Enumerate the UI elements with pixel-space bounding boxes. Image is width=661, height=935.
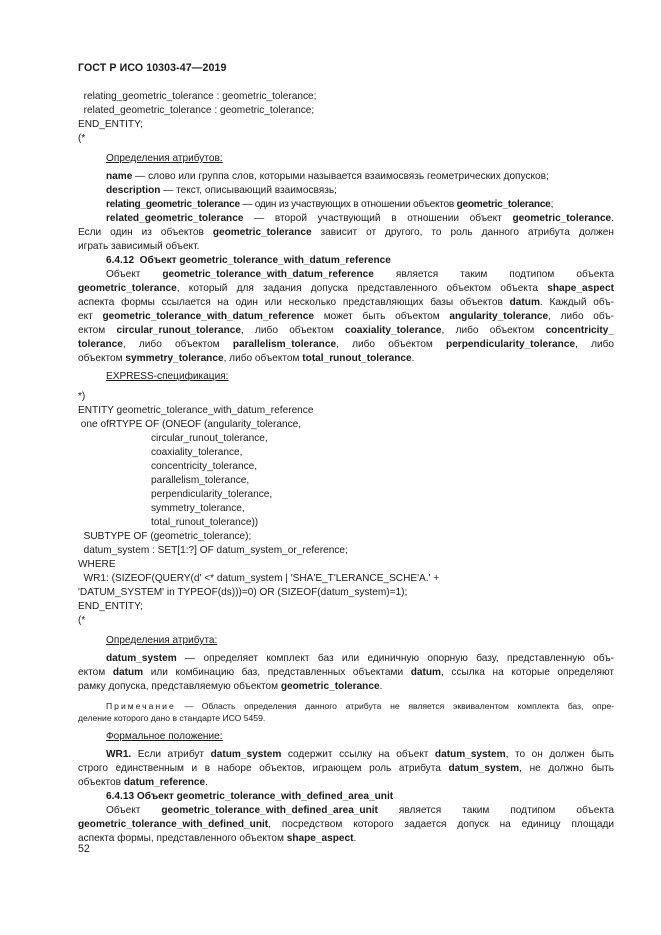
section-6-4-12 (78, 254, 614, 366)
paragraph-line: объектом symmetry_tolerance, либо объектом total_runout_tolerance. (78, 353, 415, 364)
paragraph-line: Объект geometric_tolerance_with_datum_reference является таким подтипом объекта (106, 269, 614, 280)
definition-name: name — слово или группа слов, которыми называется взаимосвязь геометрических допусков; (106, 171, 549, 182)
paragraph-line: Объект geometric_tolerance_with_defined_area_unit является таким подтипом объекта (106, 805, 614, 816)
express-heading: EXPRESS-спецификация: (106, 371, 229, 382)
paragraph-line: рамку допуска, представляемую объектом geometric_tolerance. (78, 681, 383, 692)
paragraph-line: объектов datum_reference. (78, 777, 208, 788)
definition-continuation: Если один из объектов geometric_tolerance зависит от другого, то роль данного атрибута должен (78, 227, 614, 238)
attribute-heading: Определения атрибута: (106, 635, 218, 646)
code-line: (* (78, 133, 86, 144)
formal-provisions (78, 730, 614, 790)
attribute-definitions (78, 152, 614, 254)
code-line: datum_system : SET[1:?] OF datum_system_or_reference; (78, 545, 348, 556)
page-header: ГОСТ Р ИСО 10303-47—2019 (78, 62, 227, 74)
formal-heading: Формальное положение: (106, 731, 223, 742)
note-line: деление которого дано в стандарте ИСО 5459. (78, 713, 266, 723)
code-line: related_geometric_tolerance : geometric_tolerance; (78, 105, 315, 116)
paragraph-line: аспекта формы, представленного объектом shape_aspect. (78, 833, 357, 844)
definition-continuation: играть зависимый объект. (78, 241, 200, 252)
code-line: END_ENTITY; (78, 119, 143, 130)
express-code-block (78, 90, 614, 146)
code-line: symmetry_tolerance, (151, 503, 245, 514)
paragraph-line: WR1. Если атрибут datum_system содержит ссылку на объект datum_system, то он должен быть (106, 749, 614, 760)
definition-relating: relating_geometric_tolerance — один из участвующих в отношении объектов geometric_tolerance; (106, 199, 554, 210)
paragraph-line: geometric_tolerance, который для задания допуска представленного объектом объекта shape_aspect (78, 283, 614, 294)
code-line: END_ENTITY; (78, 601, 143, 612)
attributes-heading: Определения атрибутов: (106, 153, 223, 164)
page-content (78, 90, 614, 846)
page-number: 52 (78, 843, 90, 855)
definition-related: related_geometric_tolerance — второй участвующий в отношении объект geometric_tolerance. (106, 213, 614, 224)
code-line: relating_geometric_tolerance : geometric_tolerance; (78, 91, 317, 102)
code-line: one ofRTYPE OF (ONEOF (angularity_tolerance, (78, 419, 302, 430)
section-6-4-13 (78, 790, 614, 846)
code-line: (* (78, 615, 86, 626)
code-line: *) (78, 391, 86, 402)
paragraph-line: строго единственным и в наборе объектов, играющем роль атрибута datum_system, не должно быть (78, 763, 615, 774)
section-heading: 6.4.12 Объект geometric_tolerance_with_datum_reference (106, 255, 391, 266)
code-line: perpendicularity_tolerance, (151, 489, 273, 500)
definition-description: description — текст, описывающий взаимосвязь; (106, 185, 337, 196)
note-line: Примечание — Область определения данного атрибута не является эквивалентом комплекта баз, опре- (106, 701, 614, 711)
code-line: SUBTYPE OF (geometric_tolerance); (78, 531, 252, 542)
code-line: coaxiality_tolerance, (151, 447, 243, 458)
code-line: WR1: (SIZEOF(QUERY(d' <* datum_system | 'SHA'E_T'LERANCE_SCHE'A.' + (78, 573, 440, 584)
code-line: ENTITY geometric_tolerance_with_datum_reference (78, 405, 314, 416)
code-line: circular_runout_tolerance, (151, 433, 268, 444)
code-line: WHERE (78, 559, 116, 570)
note-label: Примечание (106, 701, 176, 711)
paragraph-line: ектом circular_runout_tolerance, либо объектом coaxiality_tolerance, либо объектом concentricity_ (78, 325, 615, 336)
attribute-definitions (78, 634, 614, 694)
paragraph-line: аспекта формы ссылается на один или несколько представляющих базы объектов datum. Каждый объ- (78, 297, 614, 308)
section-heading: 6.4.13 Объект geometric_tolerance_with_defined_area_unit (106, 791, 394, 802)
note-block (78, 700, 614, 724)
express-code-block (78, 390, 614, 628)
paragraph-line: ектом datum или комбинацию баз, представленных объектами datum, ссылка на которые определяют (78, 667, 614, 678)
code-line: total_runout_tolerance)) (151, 517, 259, 528)
code-line: concentricity_tolerance, (151, 461, 258, 472)
paragraph-line: geometric_tolerance_with_defined_unit, посредством которого задается допуск на единицу площади (78, 819, 614, 830)
paragraph-line: tolerance, либо объектом parallelism_tolerance, либо объектом perpendicularity_tolerance, либо (78, 339, 615, 350)
paragraph-line: ект geometric_tolerance_with_datum_reference может быть объектом angularity_tolerance, либо объ- (78, 311, 614, 322)
paragraph-line: datum_system — определяет комплект баз или единичную опорную базу, представленную объ- (106, 653, 614, 664)
code-line: 'DATUM_SYSTEM' in TYPEOF(ds)))=0) OR (SIZEOF(datum_system)=1); (78, 587, 408, 598)
code-line: parallelism_tolerance, (151, 475, 250, 486)
